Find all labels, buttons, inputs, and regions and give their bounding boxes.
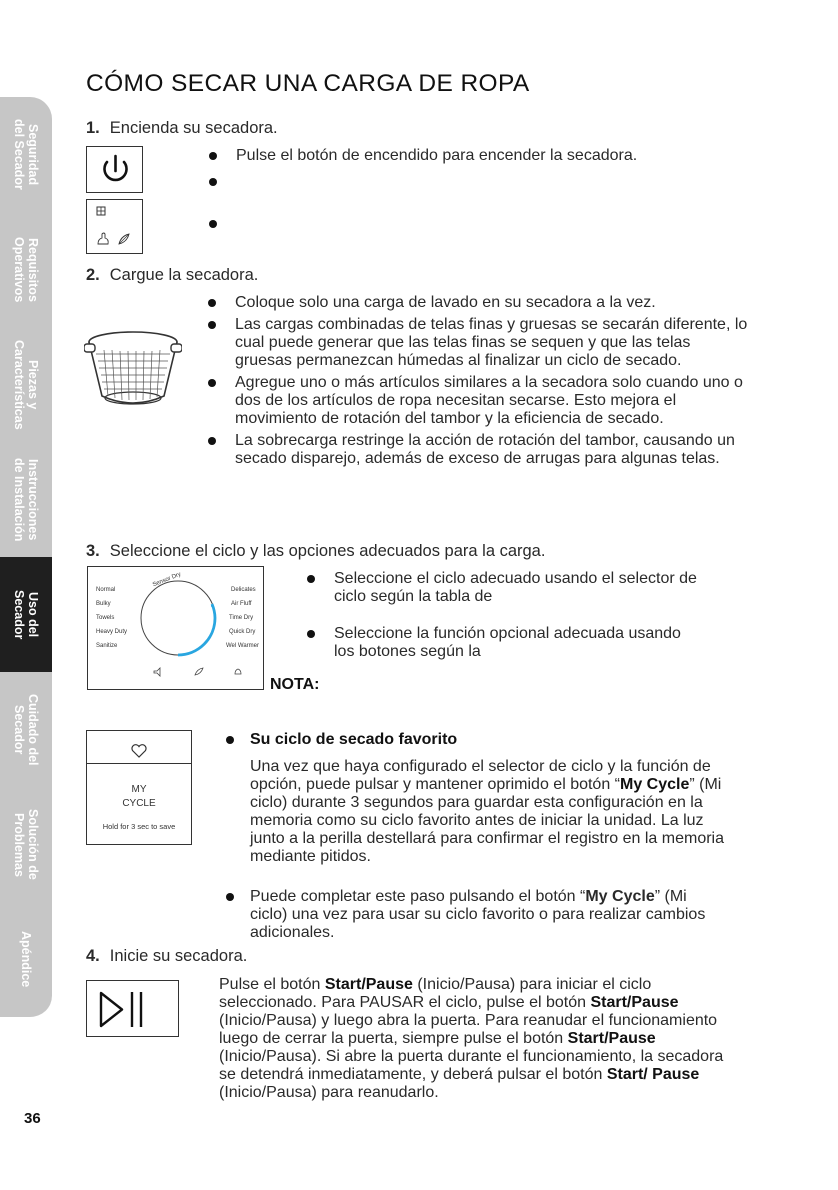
start-pause-paragraph — [219, 976, 739, 1102]
tab-requisitos[interactable] — [0, 212, 52, 328]
step-number: 2. — [86, 266, 100, 284]
bullet-item: Coloque solo una carga de lavado en su secadora a la vez. — [208, 294, 748, 312]
bullet-item: Pulse el botón de encendido para encender la secadora. — [209, 147, 769, 165]
page-number: 36 — [24, 1110, 41, 1127]
step-text: Inicie su secadora. — [109, 947, 248, 965]
dial-label: Quick Dry — [229, 629, 256, 635]
my-cycle-button-illustration — [86, 730, 192, 845]
bold-span: My Cycle — [620, 776, 690, 793]
panel-label-cycle: CYCLE — [122, 798, 156, 809]
heart-icon — [130, 743, 148, 759]
text-span: (Inicio/Pausa) y luego abra la puerta. Para reanudar el funcionamiento luego de cerrar la puerta, siempre pulse el botón — [219, 1012, 718, 1047]
bullet-item: Seleccione el ciclo adecuado usando el selector de ciclo según la tabla de — [307, 570, 697, 606]
dial-label: Wel Warmer — [226, 643, 259, 649]
tab-cuidado[interactable] — [0, 672, 52, 788]
cycle-selector-illustration — [87, 566, 264, 690]
section-tabs — [0, 97, 52, 1017]
cycle-dial — [88, 567, 265, 691]
bullet-item: Agregue uno o más artículos similares a la secadora solo cuando uno o dos de los artículos de ropa necesitan secarse. Esto mejora el movimiento de rotación del tambor y la eficiencia de secado. — [208, 374, 748, 428]
tab-seguridad[interactable] — [0, 97, 52, 213]
step-number: 4. — [86, 947, 100, 965]
power-button-illustration — [86, 146, 143, 193]
tab-uso-activo[interactable] — [0, 557, 52, 673]
tab-label: Apéndice — [19, 931, 33, 988]
note-label: NOTA: — [270, 676, 320, 693]
bullet-item: La sobrecarga restringe la acción de rotación del tambor, causando un secado disparejo, además de exceso de arrugas para algunas telas. — [208, 432, 748, 468]
text-span: Puede completar este paso pulsando el botón “ — [250, 888, 586, 905]
dial-label: Sanitize — [96, 643, 118, 649]
bullet-item — [209, 215, 769, 233]
tab-label: Seguridad del Secador — [12, 119, 40, 190]
dial-label: Delicates — [231, 587, 256, 593]
tab-apendice[interactable] — [0, 902, 52, 1018]
favorite-cycle-heading: Su ciclo de secado favorito — [226, 731, 457, 749]
dial-label: Towels — [96, 615, 115, 621]
tab-label: Piezas y Características — [12, 339, 40, 430]
step-text: Encienda su secadora. — [109, 119, 278, 137]
step2-bullets — [208, 294, 748, 472]
step-text: Seleccione el ciclo y las opciones adecuados para la carga. — [109, 542, 546, 560]
bullet-item — [226, 888, 726, 942]
tab-solucion[interactable] — [0, 787, 52, 903]
bold-span: Start/ Pause — [606, 1066, 700, 1083]
panel-hint: Hold for 3 sec to save — [102, 822, 176, 831]
step-text: Cargue la secadora. — [109, 266, 259, 284]
text-span: Una vez que haya configurado el selector de ciclo y la función de opción, puede pulsar y mantener oprimido el botón “ — [250, 758, 711, 793]
bullet-item — [209, 173, 769, 191]
dial-label: Heavy Duty — [96, 629, 128, 635]
step-1 — [86, 119, 278, 138]
tab-label: Solución de Problemas — [12, 809, 40, 880]
laundry-basket-icon — [84, 328, 182, 410]
option-buttons-illustration — [86, 199, 143, 254]
tab-instrucciones[interactable] — [0, 442, 52, 558]
step1-bullets — [209, 147, 769, 237]
tab-label: Requisitos Operativos — [12, 236, 40, 303]
tab-label: Instrucciones de Instalación — [12, 457, 40, 542]
dial-label: Time Dry — [229, 615, 254, 621]
favorite-paragraph — [250, 758, 740, 866]
start-pause-button-illustration — [86, 980, 179, 1037]
panel-label-my: MY — [131, 784, 147, 795]
dial-label: Sensor Dry — [151, 571, 183, 589]
dial-label: Air Fluff — [231, 601, 252, 607]
bold-span: Start/Pause — [324, 976, 413, 993]
text-span: (Inicio/Pausa) para iniciar el ciclo seleccionado. Para PAUSAR el ciclo, pulse el botón — [219, 976, 652, 1011]
text-span: (Inicio/Pausa) para reanudarlo. — [219, 1084, 439, 1101]
text-span: (Inicio/Pausa). Si abre la puerta durante el funcionamiento, la secadora se detendrá inmediatamente, y deberá pulsar el botón — [219, 1048, 724, 1083]
text-span: Pulse el botón — [219, 976, 325, 993]
favorite-bullets — [226, 888, 726, 946]
bold-span: My Cycle — [585, 888, 655, 905]
text-span: ” (Mi ciclo) una vez para usar su ciclo favorito o para realizar cambios adicionales. — [250, 888, 706, 941]
step-number: 3. — [86, 542, 100, 560]
page-title: CÓMO SECAR UNA CARGA DE ROPA — [86, 70, 530, 97]
bold-span: Start/Pause — [590, 994, 679, 1011]
step-2 — [86, 266, 258, 285]
play-pause-icon — [87, 981, 180, 1038]
tab-label: Uso del Secador — [12, 589, 40, 640]
tab-piezas[interactable] — [0, 327, 52, 443]
dial-label: Normal — [96, 587, 116, 593]
step3-bullets — [307, 570, 697, 665]
option-icons — [87, 200, 144, 255]
step-number: 1. — [86, 119, 100, 137]
step-4 — [86, 947, 247, 966]
bold-span: Start/Pause — [567, 1030, 656, 1047]
text-span: ” (Mi ciclo) durante 3 segundos para guardar esta configuración en la memoria como su ciclo favorito antes de iniciar la unidad. La luz junto a la perilla destellará para confirmar el registro en la memoria mediante pitidos. — [250, 776, 724, 865]
dial-label: Bulky — [96, 601, 111, 607]
power-icon — [87, 147, 144, 194]
bullet-item: Las cargas combinadas de telas finas y gruesas se secarán diferente, lo cual puede generar que las telas finas se sequen y que las telas gruesas permanezcan húmedas al finalizar un ciclo de secado. — [208, 316, 748, 370]
bullet-item: Seleccione la función opcional adecuada usando los botones según la — [307, 625, 697, 661]
tab-label: Cuidado del Secador — [12, 693, 40, 766]
step-3 — [86, 542, 545, 561]
